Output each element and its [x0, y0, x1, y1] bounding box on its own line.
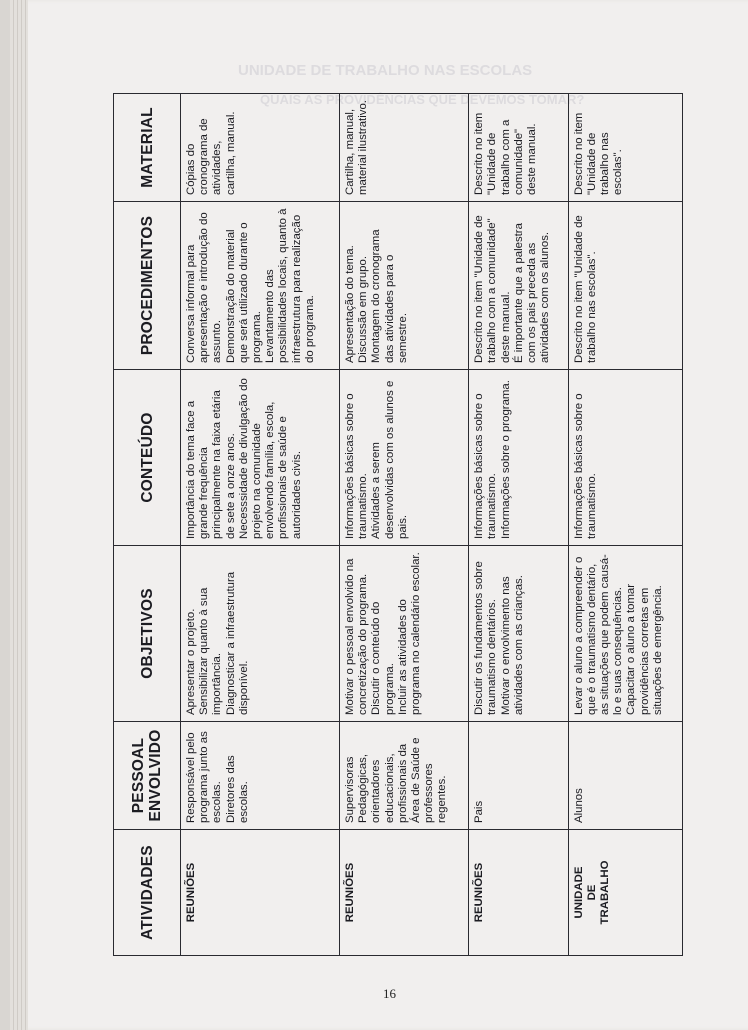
staff-cell: Alunos	[568, 722, 682, 830]
content-cell: Informações básicas sobre o traumatismo.	[568, 370, 682, 546]
staff-cell: Pais	[469, 722, 568, 830]
objectives-cell: Levar o aluno a compreender o que é o traumatismo dentário, as situações que podem causá-lo e suas consequências. Capacitar o aluno a tomar providências corretas em situações de emergência.	[568, 546, 682, 722]
table-row	[568, 94, 682, 956]
activity-cell: REUNIÕES	[181, 830, 340, 956]
header-material: MATERIAL	[114, 94, 181, 202]
header-objectives: OBJETIVOS	[114, 546, 181, 722]
procedures-cell: Descrito no item "Unidade de trabalho com a comunidade" deste manual. É importante que a palestra com os pais preceda as atividades com os alunos.	[469, 202, 568, 370]
header-staff: PESSOAL ENVOLVIDO	[114, 722, 181, 830]
procedures-cell: Apresentação do tema. Discussão em grupo. Montagem do cronograma das atividades para o semestre.	[339, 202, 468, 370]
procedures-cell: Conversa informal para apresentação e introdução do assunto. Demonstração do material que será utilizado durante o programa. Levantamento das possibilidades locais, quanto à infraestrutura para realização do programa.	[181, 202, 340, 370]
table-row	[469, 94, 568, 956]
header-content: CONTEÚDO	[114, 370, 181, 546]
table-header-row	[114, 94, 181, 956]
content-cell: Importância do tema face a grande frequência principalmente na faixa etária de sete a onze anos. Necesssidade de divulgação do projeto na comunidade envolvendo família, escola, profissionais de saúde e autoridades civis.	[181, 370, 340, 546]
staff-cell: Supervisoras Pedagógicas, orientadores educacionais, profissionais da Área de Saúde e professores regentes.	[339, 722, 468, 830]
table-row	[181, 94, 340, 956]
bleed-through-heading: UNIDADE DE TRABALHO NAS ESCOLAS	[238, 62, 533, 79]
activity-cell: REUNIÕES	[469, 830, 568, 956]
bleed-through-subheading: QUAIS AS PROVIDÊNCIAS QUE DEVEMOS TOMAR?	[260, 92, 585, 107]
content-cell: Informações básicas sobre o traumatismo. Atividades a serem desenvolvidas com os alunos e pais.	[339, 370, 468, 546]
activity-cell: UNIDADE DE TRABALHO	[568, 830, 682, 956]
activity-plan-table	[113, 93, 683, 956]
objectives-cell: Motivar o pessoal envolvido na concretização do programa. Discutir o conteúdo do programa. Incluir as atividades do programa no calendário escolar.	[339, 546, 468, 722]
activity-cell: REUNIÕES	[339, 830, 468, 956]
rotated-table-container	[113, 94, 683, 956]
staff-cell: Responsável pelo programa junto as escolas. Diretores das escolas.	[181, 722, 340, 830]
material-cell: Descrito no item "Unidade de trabalho com a comunidade" deste manual.	[469, 94, 568, 202]
material-cell: Cartilha, manual, material ilustrativo.	[339, 94, 468, 202]
page-stack-edge	[10, 0, 28, 1030]
header-procedures: PROCEDIMENTOS	[114, 202, 181, 370]
page-number: 16	[383, 986, 396, 1001]
content-cell: Informações básicas sobre o traumatismo. Informações sobre o programa.	[469, 370, 568, 546]
objectives-cell: Apresentar o projeto. Sensibilizar quanto à sua importância. Diagnosticar a infraestrutura disponível.	[181, 546, 340, 722]
material-cell: Cópias do cronograma de atividades, cartilha, manual.	[181, 94, 340, 202]
material-cell: Descrito no item "Unidade de trabalho nas escolas".	[568, 94, 682, 202]
procedures-cell: Descrito no item "Unidade de trabalho nas escolas".	[568, 202, 682, 370]
table-row	[339, 94, 468, 956]
objectives-cell: Discutir os fundamentos sobre traumatismo dentários. Motivar o envolvimento nas atividades com as crianças.	[469, 546, 568, 722]
header-activities: ATIVIDADES	[114, 830, 181, 956]
